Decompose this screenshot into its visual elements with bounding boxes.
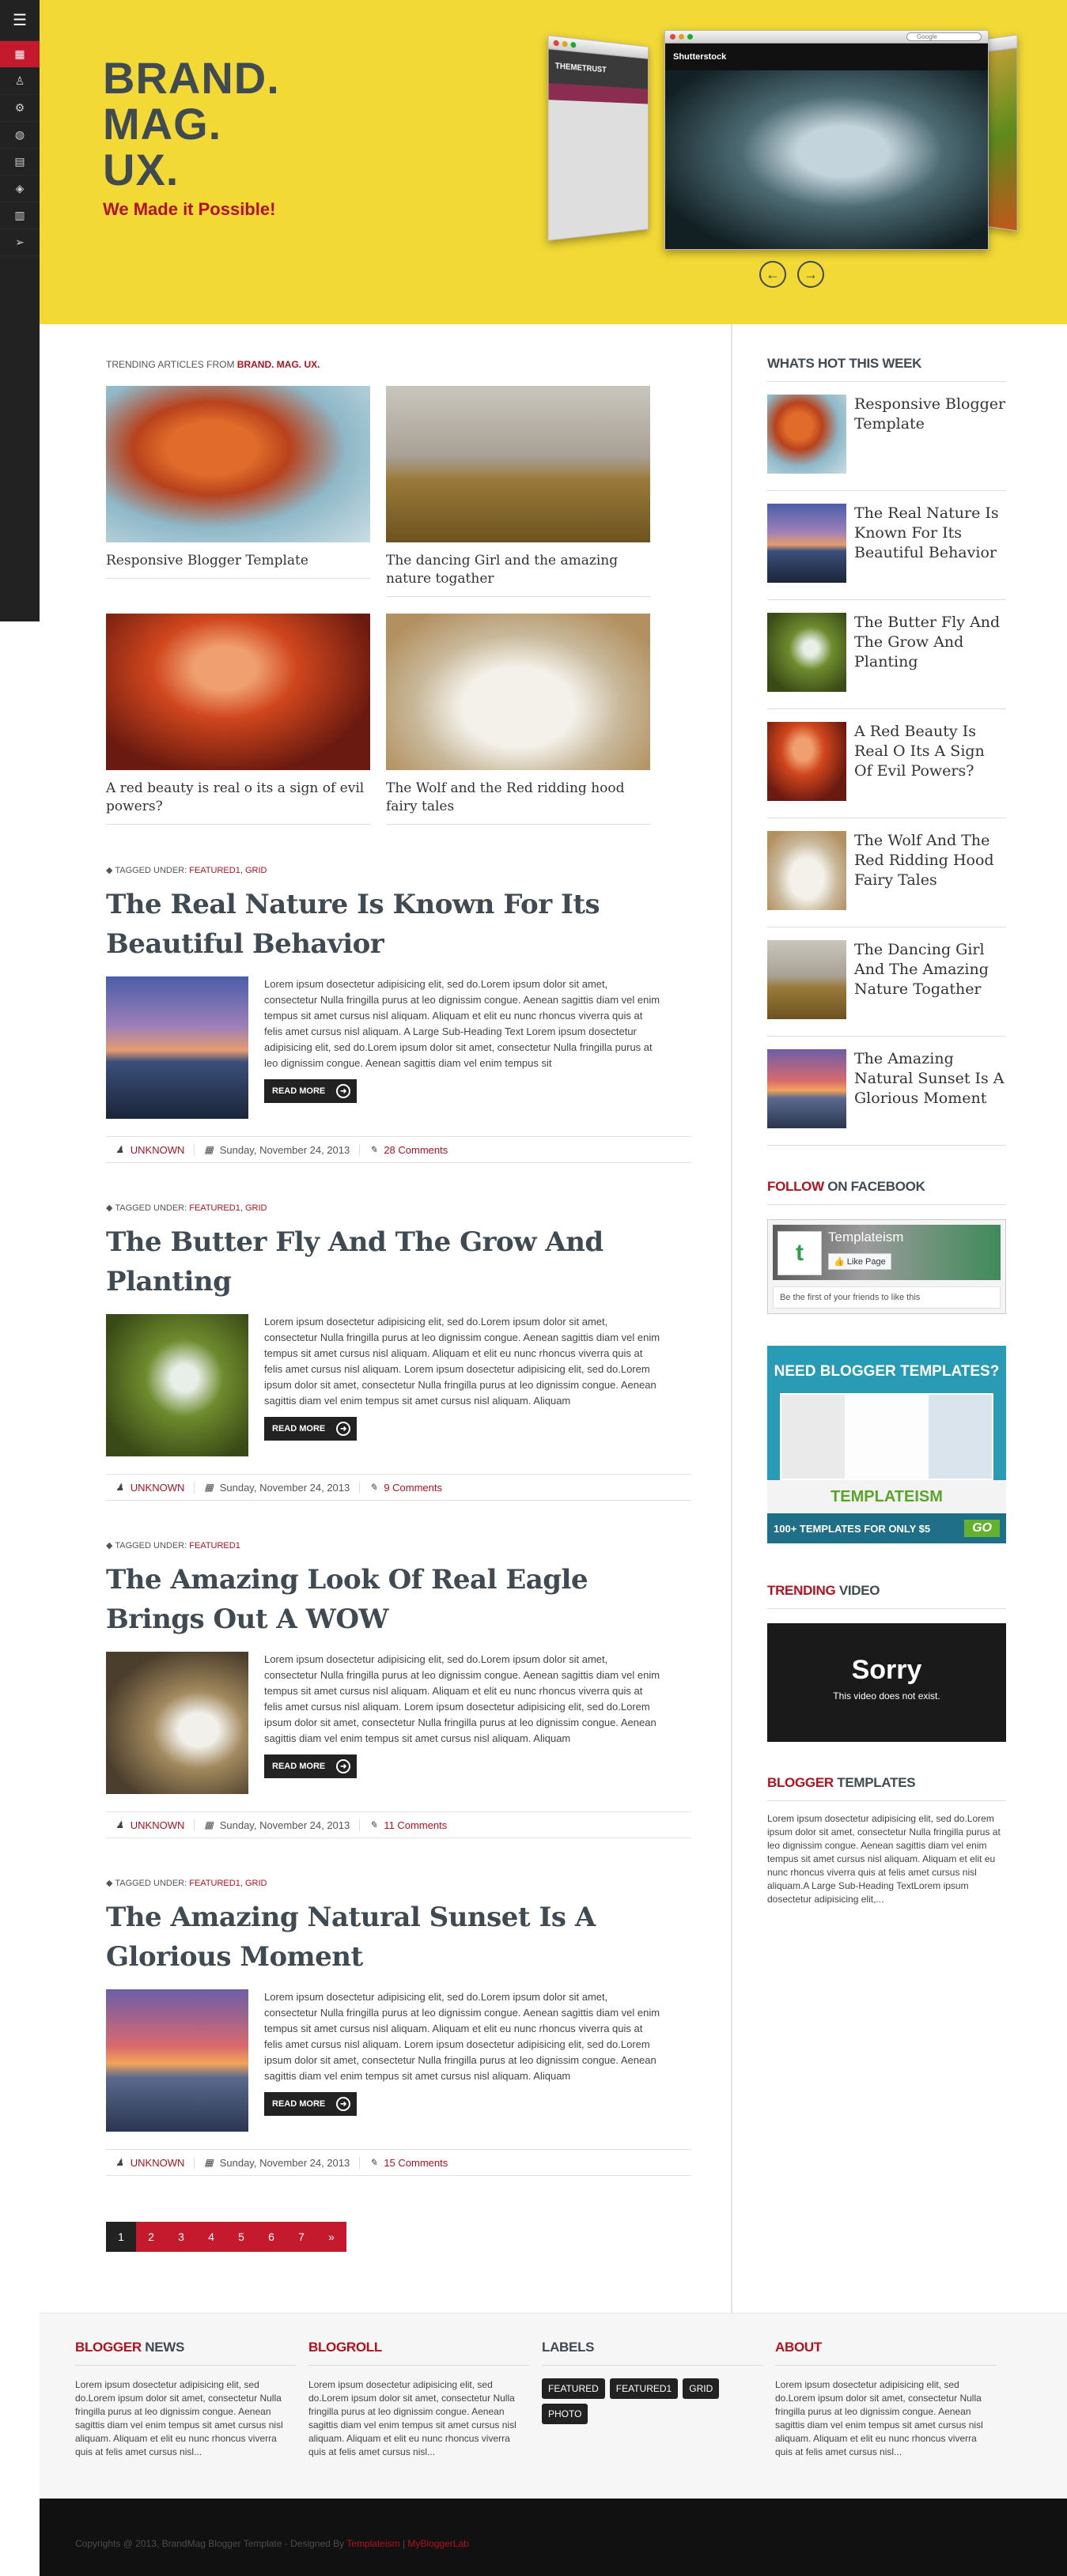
title-accent: BLOGROLL xyxy=(308,2340,382,2355)
menu-icon[interactable]: ☰ xyxy=(0,0,40,41)
post-thumbnail[interactable] xyxy=(106,1314,248,1456)
post-title[interactable]: The Amazing Look Of Real Eagle Brings Out A WOW xyxy=(106,1564,588,1635)
tag-icon: ◆ xyxy=(106,866,115,875)
blog-post xyxy=(106,1540,691,1838)
trending-image[interactable] xyxy=(106,386,370,542)
slide-left-preview[interactable] xyxy=(548,35,649,240)
page-link[interactable]: 3 xyxy=(166,2222,196,2252)
footer-widget-text: Lorem ipsum dosectetur adipisicing elit, sed do.Lorem ipsum dolor sit amet, consectetur Nulla fringilla purus at leo dignissim congue. Aenean sagittis diam vel enim tempus sit amet cursus nisl aliquam. Aliquam et elit eu nunc rhoncus viverra quis at felis amet cursus nisl... xyxy=(308,2379,516,2457)
hot-item[interactable] xyxy=(767,491,1006,600)
trending-heading xyxy=(106,359,691,370)
tags-links[interactable]: FEATURED1, GRID xyxy=(189,1203,267,1213)
facebook-widget-title xyxy=(767,1179,1006,1205)
hot-thumbnail[interactable] xyxy=(767,613,846,692)
title-rest: TEMPLATES xyxy=(833,1775,916,1790)
trending-brand[interactable]: BRAND. MAG. UX. xyxy=(236,359,320,370)
tag-icon: ◆ xyxy=(106,1879,115,1888)
trending-image[interactable] xyxy=(106,614,370,770)
like-label: Like Page xyxy=(846,1257,886,1267)
tags-prefix: TAGGED UNDER: xyxy=(115,866,190,875)
advert-go-button[interactable]: GO xyxy=(964,1520,1000,1537)
post-meta xyxy=(106,1474,691,1501)
comment-icon: ✎ xyxy=(369,1819,378,1830)
send-icon[interactable]: ➢ xyxy=(0,229,40,256)
read-more-button[interactable] xyxy=(264,1079,357,1103)
templates-advert[interactable] xyxy=(767,1346,1006,1543)
user-icon: ♟ xyxy=(115,1144,124,1155)
arrow-left-icon: ← xyxy=(766,266,780,282)
user-icon: ♟ xyxy=(115,1819,124,1830)
hot-thumbnail[interactable] xyxy=(767,831,846,910)
facebook-like-box xyxy=(767,1219,1006,1314)
post-excerpt: Lorem ipsum dosectetur adipisicing elit, sed do.Lorem ipsum dolor sit amet, consectetur Nulla fringilla purus at leo dignissim congue. Aenean sagittis diam vel enim tempus sit amet cursus nisl aliquam. Aliquam et elit eu nunc rhoncus viverra quis at felis amet cursus nisl aliquam. Lorem ipsum dosectetur adipisicing elit, sed do.Lorem ipsum dolor sit amet, consectetur Nulla fringilla purus at leo dignissim congue. Aenean sagittis diam vel enim tempus sit amet cursus nisl aliquam. Aliquam xyxy=(264,1653,660,1744)
facebook-cover xyxy=(773,1225,1001,1280)
trending-card[interactable] xyxy=(106,386,370,614)
hot-item[interactable] xyxy=(767,927,1006,1037)
tags-links[interactable]: FEATURED1, GRID xyxy=(189,1879,267,1888)
post-excerpt: Lorem ipsum dosectetur adipisicing elit, sed do.Lorem ipsum dolor sit amet, consectetur Nulla fringilla purus at leo dignissim congue. Aenean sagittis diam vel enim tempus sit amet cursus nisl aliquam. Aliquam et elit eu nunc rhoncus viverra quis at felis amet cursus nisl aliquam. Lorem ipsum dosectetur adipisicing elit, sed do.Lorem ipsum dolor sit amet, consectetur Nulla fringilla purus at leo dignissim congue. Aenean sagittis diam vel enim tempus sit amet cursus nisl aliquam. Aliquam xyxy=(264,1991,660,2082)
label-list xyxy=(542,2378,763,2424)
browser-search: Google xyxy=(906,32,982,41)
footer-widget-text: Lorem ipsum dosectetur adipisicing elit, sed do.Lorem ipsum dolor sit amet, consectetur Nulla fringilla purus at leo dignissim congue. Aenean sagittis diam vel enim tempus sit amet cursus nisl aliquam. Aliquam et elit eu nunc rhoncus viverra quis at felis amet cursus nisl... xyxy=(75,2379,283,2457)
post-title[interactable]: The Butter Fly And The Grow And Planting xyxy=(106,1226,603,1297)
tags-prefix: TAGGED UNDER: xyxy=(115,1541,190,1551)
post-meta xyxy=(106,1811,691,1838)
post-title[interactable]: The Real Nature Is Known For Its Beautiful Behavior xyxy=(106,889,600,960)
advert-heading: NEED BLOGGER TEMPLATES? xyxy=(774,1363,1000,1380)
post-author[interactable]: UNKNOWN xyxy=(130,1481,185,1494)
hot-thumbnail[interactable] xyxy=(767,395,846,474)
title-rest: ON FACEBOOK xyxy=(823,1179,925,1194)
read-more-label: READ MORE xyxy=(272,1424,326,1433)
post-comments[interactable]: 11 Comments xyxy=(384,1819,448,1831)
post-thumbnail[interactable] xyxy=(106,976,248,1119)
globe-icon[interactable]: ◍ xyxy=(0,122,40,149)
user-icon: ♟ xyxy=(115,1482,124,1493)
post-tags xyxy=(106,1878,691,1888)
archive-icon[interactable]: ▥ xyxy=(0,202,40,229)
arrow-right-icon: ➜ xyxy=(336,1084,350,1098)
page-link-current[interactable]: 1 xyxy=(106,2222,136,2252)
designer-link[interactable]: Templateism xyxy=(346,2538,400,2549)
separator: | xyxy=(399,2538,408,2549)
footer-widget-blogroll xyxy=(308,2340,530,2459)
blog-post xyxy=(106,1878,691,2176)
slider-next-button[interactable] xyxy=(797,261,824,288)
post-comments[interactable]: 9 Comments xyxy=(384,1481,443,1494)
advert-footer xyxy=(767,1513,1006,1543)
comment-icon: ✎ xyxy=(369,1144,378,1155)
title-accent: FOLLOW xyxy=(767,1179,824,1194)
slide-main-preview[interactable] xyxy=(664,30,989,250)
gear-icon[interactable]: ⚙ xyxy=(0,95,40,122)
brand-line-2: MAG. xyxy=(103,99,222,149)
read-more-button[interactable] xyxy=(264,1417,357,1441)
page-link[interactable]: 7 xyxy=(286,2222,316,2252)
blogger-templates-text: Lorem ipsum dosectetur adipisicing elit, sed do.Lorem ipsum dolor sit amet, consectetur Nulla fringilla purus at leo dignissim congue. Aenean sagittis diam vel enim tempus sit amet cursus nisl aliquam. Aliquam et elit eu nunc rhoncus viverra quis at felis amet cursus nisl aliquam.A Large Sub-Heading TextLorem ipsum dosectetur adipisicing elit,... xyxy=(767,1813,1001,1905)
hot-thumbnail[interactable] xyxy=(767,1049,846,1128)
hot-thumbnail[interactable] xyxy=(767,504,846,583)
trending-caption[interactable]: Responsive Blogger Template xyxy=(106,552,370,579)
title-accent: TRENDING xyxy=(767,1583,836,1598)
read-more-label: READ MORE xyxy=(272,1086,326,1096)
hot-thumbnail[interactable] xyxy=(767,940,846,1019)
trending-caption[interactable]: The Wolf and the Red ridding hood fairy tales xyxy=(386,780,650,825)
site-footer xyxy=(40,2499,1067,2576)
slide-brand: Shutterstock xyxy=(673,52,727,62)
hot-caption[interactable]: The Real Nature Is Known For Its Beautiful Behavior xyxy=(854,504,999,561)
arrow-right-icon: ➜ xyxy=(336,1759,350,1773)
footer-widgets xyxy=(40,2313,1067,2499)
hot-caption[interactable]: A Red Beauty Is Real O Its A Sign Of Evil Powers? xyxy=(854,723,985,780)
trending-grid xyxy=(106,386,691,841)
hot-item[interactable] xyxy=(767,818,1006,927)
label-tag[interactable]: FEATURED xyxy=(542,2378,605,2399)
showcase-slider xyxy=(546,30,1036,244)
calendar-icon: ▦ xyxy=(204,2157,214,2168)
calendar-icon: ▦ xyxy=(204,1819,214,1830)
partner-link[interactable]: MyBloggerLab xyxy=(407,2538,469,2549)
footer-widget-labels xyxy=(542,2340,763,2424)
trending-card[interactable] xyxy=(386,386,650,614)
slider-controls xyxy=(759,261,824,288)
facebook-page-name[interactable]: Templateism xyxy=(828,1229,904,1245)
post-meta xyxy=(106,1136,691,1163)
brand-line-1: BRAND. xyxy=(103,53,280,103)
post-thumbnail[interactable] xyxy=(106,1652,248,1794)
footer-widget-about xyxy=(775,2340,997,2459)
trending-caption[interactable]: The dancing Girl and the amazing nature togather xyxy=(386,552,650,597)
page-link[interactable]: 6 xyxy=(256,2222,286,2252)
hot-caption[interactable]: The Amazing Natural Sunset Is A Glorious Moment xyxy=(854,1050,1005,1107)
slide-left-brand: THEMETRUST xyxy=(554,62,607,75)
brand-line-3: UX. xyxy=(103,145,180,195)
label-tag[interactable]: PHOTO xyxy=(542,2404,588,2424)
main-content xyxy=(106,324,691,2252)
hot-item[interactable] xyxy=(767,1037,1006,1146)
trending-video-title xyxy=(767,1583,1006,1609)
arrow-right-icon: → xyxy=(804,266,818,282)
post-author[interactable]: UNKNOWN xyxy=(130,2156,185,2169)
trending-caption[interactable]: A red beauty is real o its a sign of evil powers? xyxy=(106,780,370,825)
brand-logo[interactable] xyxy=(103,55,280,193)
tags-links[interactable]: FEATURED1 xyxy=(189,1541,240,1551)
hot-caption[interactable]: Responsive Blogger Template xyxy=(854,395,1006,432)
post-meta xyxy=(106,2149,691,2176)
arrow-right-icon: ➜ xyxy=(336,1422,350,1436)
title-rest: VIDEO xyxy=(835,1583,880,1598)
advert-screens-image xyxy=(780,1393,993,1480)
column-divider xyxy=(731,324,732,2313)
post-date: Sunday, November 24, 2013 xyxy=(219,1819,350,1831)
label-tag[interactable]: FEATURED1 xyxy=(610,2378,678,2399)
tags-links[interactable]: FEATURED1, GRID xyxy=(189,866,267,875)
hot-item[interactable] xyxy=(767,382,1006,491)
advert-offer: 100+ TEMPLATES FOR ONLY $5 xyxy=(774,1522,931,1535)
trending-card[interactable] xyxy=(386,614,650,841)
labels-title: LABELS xyxy=(542,2340,763,2366)
trending-card[interactable] xyxy=(106,614,370,841)
hot-thumbnail[interactable] xyxy=(767,722,846,801)
whats-hot-title: WHATS HOT THIS WEEK xyxy=(767,356,1006,382)
read-more-button[interactable] xyxy=(264,2092,357,2116)
tag-icon[interactable]: ◈ xyxy=(0,176,40,202)
footer-widget-news xyxy=(75,2340,297,2459)
comment-icon: ✎ xyxy=(369,2157,378,2168)
read-more-button[interactable] xyxy=(264,1754,357,1778)
post-tags xyxy=(106,865,691,875)
tag-icon: ◆ xyxy=(106,1203,115,1213)
post-title[interactable]: The Amazing Natural Sunset Is A Glorious Moment xyxy=(106,1902,596,1973)
hot-item[interactable] xyxy=(767,709,1006,818)
title-accent: ABOUT xyxy=(775,2340,822,2355)
post-excerpt: Lorem ipsum dosectetur adipisicing elit, sed do.Lorem ipsum dolor sit amet, consectetur Nulla fringilla purus at leo dignissim congue. Aenean sagittis diam vel enim tempus sit amet cursus nisl aliquam. Aliquam et elit eu nunc rhoncus viverra quis at felis amet cursus nisl aliquam. A Large Sub-Heading Text Lorem ipsum dosectetur adipisicing elit, sed do.Lorem ipsum dolor sit amet, consectetur Nulla fringilla purus at leo dignissim congue. Aenean sagittis diam vel enim tempus sit xyxy=(264,978,660,1069)
hot-caption[interactable]: The Wolf And The Red Ridding Hood Fairy Tales xyxy=(854,832,994,889)
video-error-title: Sorry xyxy=(851,1655,922,1685)
read-more-label: READ MORE xyxy=(272,1762,326,1771)
video-error-text: This video does not exist. xyxy=(833,1690,940,1702)
tag-icon: ◆ xyxy=(106,1541,115,1551)
right-sidebar xyxy=(767,324,1006,1906)
page-link[interactable]: 2 xyxy=(136,2222,166,2252)
footer-widget-text: Lorem ipsum dosectetur adipisicing elit, sed do.Lorem ipsum dolor sit amet, consectetur Nulla fringilla purus at leo dignissim congue. Aenean sagittis diam vel enim tempus sit amet cursus nisl aliquam. Aliquam et elit eu nunc rhoncus viverra quis at felis amet cursus nisl... xyxy=(775,2379,983,2457)
tags-prefix: TAGGED UNDER: xyxy=(115,1879,190,1888)
tagline: We Made it Possible! xyxy=(103,199,276,219)
title-accent: BLOGGER xyxy=(767,1775,834,1790)
post-thumbnail[interactable] xyxy=(106,1989,248,2132)
advert-brand: TEMPLATEISM xyxy=(767,1480,1006,1513)
title-accent: BLOGGER xyxy=(75,2340,142,2355)
trending-image[interactable] xyxy=(386,386,650,542)
hero-banner xyxy=(40,0,1067,324)
copyright xyxy=(75,2538,469,2549)
icon-sidebar xyxy=(0,0,40,621)
video-embed[interactable] xyxy=(767,1623,1006,1742)
calendar-icon[interactable]: ▦ xyxy=(0,41,40,68)
hot-item[interactable] xyxy=(767,600,1006,709)
hot-caption[interactable]: The Dancing Girl And The Amazing Nature Togather xyxy=(854,941,989,998)
pagination xyxy=(106,2222,691,2252)
slider-prev-button[interactable] xyxy=(759,261,786,288)
post-tags xyxy=(106,1540,691,1551)
templateism-logo-icon[interactable]: t xyxy=(778,1231,822,1275)
comment-icon: ✎ xyxy=(369,1482,378,1493)
blogger-templates-title xyxy=(767,1775,1006,1801)
post-comments[interactable]: 15 Comments xyxy=(384,2156,448,2169)
next-page-link[interactable]: » xyxy=(316,2222,346,2252)
post-date: Sunday, November 24, 2013 xyxy=(219,1143,350,1156)
user-icon[interactable]: ♙ xyxy=(0,68,40,95)
post-tags xyxy=(106,1203,691,1213)
trending-prefix: TRENDING ARTICLES FROM xyxy=(106,359,237,370)
blog-post xyxy=(106,1203,691,1501)
calendar-icon: ▦ xyxy=(204,1144,214,1155)
copyright-text: Copyrights @ 2013, BrandMag Blogger Template - Designed By xyxy=(75,2538,347,2549)
calendar-icon: ▦ xyxy=(204,1482,214,1493)
facebook-like-button[interactable] xyxy=(828,1253,891,1270)
title-rest: NEWS xyxy=(141,2340,185,2355)
label-tag[interactable]: GRID xyxy=(683,2378,719,2399)
facebook-friends-text: Be the first of your friends to like this xyxy=(773,1286,1001,1309)
read-more-label: READ MORE xyxy=(272,2099,326,2109)
page-link[interactable]: 5 xyxy=(226,2222,256,2252)
post-excerpt: Lorem ipsum dosectetur adipisicing elit, sed do.Lorem ipsum dolor sit amet, consectetur Nulla fringilla purus at leo dignissim congue. Aenean sagittis diam vel enim tempus sit amet cursus nisl aliquam. Aliquam et elit eu nunc rhoncus viverra quis at felis amet cursus nisl aliquam. Lorem ipsum dosectetur adipisicing elit, sed do.Lorem ipsum dolor sit amet, consectetur Nulla fringilla purus at leo dignissim congue. Aenean sagittis diam vel enim tempus sit amet cursus nisl aliquam. Aliquam xyxy=(264,1316,660,1407)
post-date: Sunday, November 24, 2013 xyxy=(219,1481,350,1494)
thumbs-up-icon: 👍 xyxy=(834,1257,847,1267)
page-link[interactable]: 4 xyxy=(196,2222,226,2252)
trending-image[interactable] xyxy=(386,614,650,770)
hot-caption[interactable]: The Butter Fly And The Grow And Planting xyxy=(854,614,1001,670)
post-date: Sunday, November 24, 2013 xyxy=(219,2156,350,2169)
user-icon: ♟ xyxy=(115,2157,124,2168)
post-comments[interactable]: 28 Comments xyxy=(384,1143,448,1156)
blog-post xyxy=(106,865,691,1163)
tags-prefix: TAGGED UNDER: xyxy=(115,1203,190,1213)
post-author[interactable]: UNKNOWN xyxy=(130,1143,185,1156)
post-author[interactable]: UNKNOWN xyxy=(130,1819,185,1831)
list-icon[interactable]: ▤ xyxy=(0,149,40,176)
arrow-right-icon: ➜ xyxy=(336,2097,350,2111)
